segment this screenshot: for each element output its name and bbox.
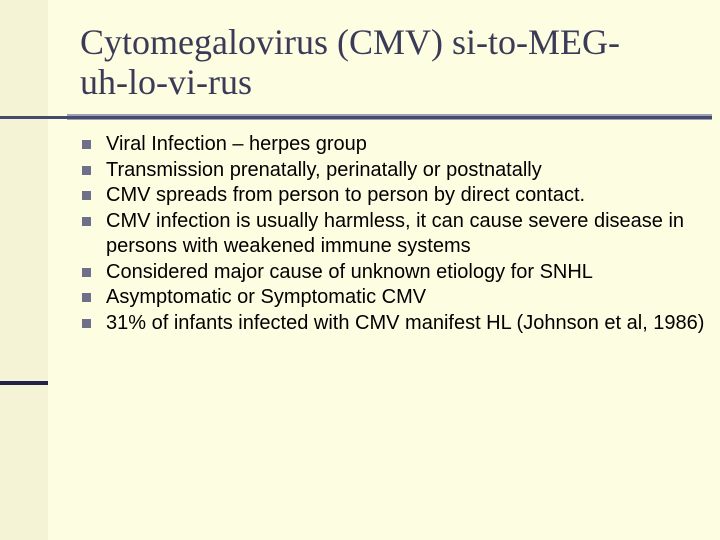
- bullet-text: Asymptomatic or Symptomatic CMV: [106, 286, 427, 308]
- side-divider: [0, 381, 48, 385]
- bullet-item: [80, 260, 705, 286]
- bullet-list: [80, 132, 705, 336]
- square-bullet-icon: [82, 140, 91, 149]
- bullet-item: [80, 132, 705, 158]
- title-underline: [0, 116, 712, 119]
- bullet-item: [80, 158, 705, 184]
- square-bullet-icon: [82, 319, 91, 328]
- bullet-text: CMV spreads from person to person by direct contact.: [106, 184, 586, 206]
- square-bullet-icon: [82, 268, 91, 277]
- bullet-item: [80, 209, 705, 260]
- slide-title-line-2: uh-lo-vi-rus: [80, 62, 252, 102]
- bullet-text: 31% of infants infected with CMV manifest HL (Johnson et al, 1986): [106, 311, 705, 334]
- bullet-text: Transmission prenatally, perinatally or postnatally: [106, 158, 542, 181]
- bullet-item: [80, 285, 705, 311]
- bullet-text: CMV infection is usually harmless, it can cause severe disease in persons with weakened immune systems: [106, 209, 685, 257]
- bullet-item: [80, 311, 705, 337]
- bullet-text: Viral Infection – herpes group: [106, 133, 367, 155]
- square-bullet-icon: [82, 166, 91, 175]
- bullet-text: Considered major cause of unknown etiology for SNHL: [106, 260, 593, 283]
- square-bullet-icon: [82, 293, 91, 302]
- slide-title: [80, 22, 700, 102]
- slide-title-line-1: Cytomegalovirus (CMV) si-to-MEG-: [80, 22, 620, 62]
- square-bullet-icon: [82, 217, 91, 226]
- square-bullet-icon: [82, 191, 91, 200]
- bullet-item: [80, 183, 705, 209]
- side-panel: [0, 0, 48, 540]
